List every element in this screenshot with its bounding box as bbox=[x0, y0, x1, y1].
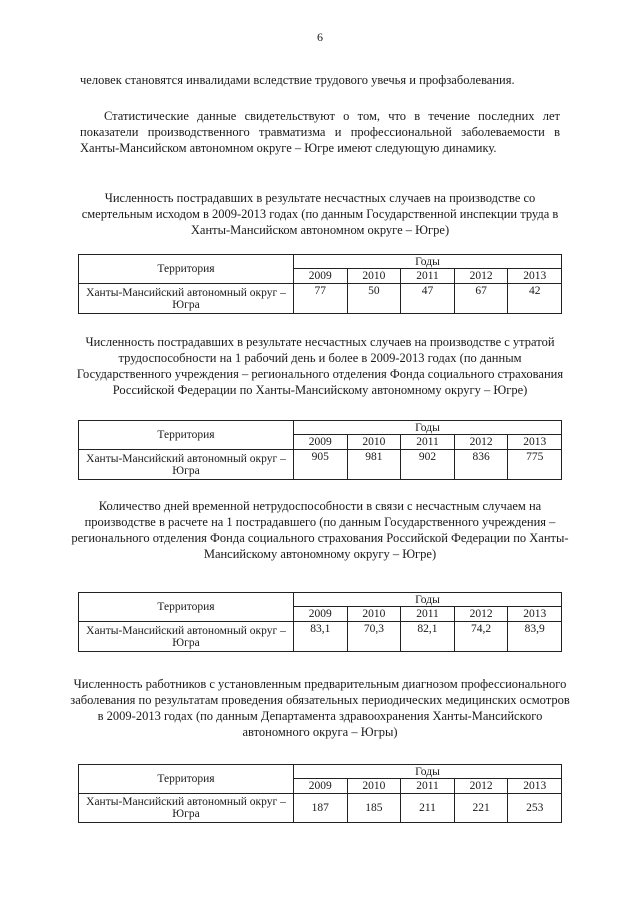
value-cell: 836 bbox=[454, 450, 508, 480]
territory-header: Территория bbox=[79, 765, 294, 794]
year-cell: 2012 bbox=[454, 779, 508, 794]
year-cell: 2009 bbox=[294, 435, 348, 450]
value-cell: 70,3 bbox=[347, 622, 401, 652]
year-cell: 2013 bbox=[508, 269, 562, 284]
years-header: Годы bbox=[294, 593, 562, 607]
year-cell: 2011 bbox=[401, 269, 455, 284]
table-3 bbox=[78, 592, 562, 652]
value-cell: 83,1 bbox=[294, 622, 348, 652]
value-cell: 253 bbox=[508, 794, 562, 823]
year-cell: 2012 bbox=[454, 607, 508, 622]
value-cell: 82,1 bbox=[401, 622, 455, 652]
intro-continuation: человек становятся инвалидами вследствие трудового увечья и профзаболевания. bbox=[80, 73, 515, 87]
value-cell: 77 bbox=[294, 284, 348, 314]
years-header: Годы bbox=[294, 255, 562, 269]
page-number: 6 bbox=[317, 30, 323, 44]
year-cell: 2010 bbox=[347, 435, 401, 450]
value-cell: 221 bbox=[454, 794, 508, 823]
table-4 bbox=[78, 764, 562, 823]
year-cell: 2012 bbox=[454, 269, 508, 284]
region-cell: Ханты-Мансийский автономный округ – Югра bbox=[79, 622, 294, 652]
table-1-title: Численность пострадавших в результате несчастных случаев на производстве со смертельным исходом в 2009-2013 годах (по данным Государственной инспекции труда в Ханты-Мансийском автономном округе – Югре) bbox=[81, 191, 559, 237]
value-cell: 47 bbox=[401, 284, 455, 314]
region-cell: Ханты-Мансийский автономный округ – Югра bbox=[79, 284, 294, 314]
table-3-title: Количество дней временной нетрудоспособности в связи с несчастным случаем на производстве в расчете на 1 пострадавшего (по данным Государственного учреждения – регионального отделения Фонда социального страхования Российской Федерации по Ханты-Мансийскому автономному округу – Югре) bbox=[71, 499, 569, 561]
year-cell: 2013 bbox=[508, 607, 562, 622]
years-header: Годы bbox=[294, 421, 562, 435]
value-cell: 42 bbox=[508, 284, 562, 314]
value-cell: 83,9 bbox=[508, 622, 562, 652]
region-cell: Ханты-Мансийский автономный округ – Югра bbox=[79, 450, 294, 480]
year-cell: 2011 bbox=[401, 607, 455, 622]
year-cell: 2009 bbox=[294, 779, 348, 794]
region-cell: Ханты-Мансийский автономный округ – Югра bbox=[79, 794, 294, 823]
year-cell: 2009 bbox=[294, 269, 348, 284]
year-cell: 2012 bbox=[454, 435, 508, 450]
value-cell: 775 bbox=[508, 450, 562, 480]
year-cell: 2011 bbox=[401, 435, 455, 450]
table-2 bbox=[78, 420, 562, 480]
year-cell: 2011 bbox=[401, 779, 455, 794]
value-cell: 902 bbox=[401, 450, 455, 480]
territory-header: Территория bbox=[79, 255, 294, 284]
table-1 bbox=[78, 254, 562, 314]
territory-header: Территория bbox=[79, 421, 294, 450]
year-cell: 2010 bbox=[347, 607, 401, 622]
value-cell: 74,2 bbox=[454, 622, 508, 652]
table-2-title: Численность пострадавших в результате несчастных случаев на производстве с утратой трудоспособности на 1 рабочий день и более в 2009-2013 годах (по данным Государственного учреждения – регионального отделения Фонда социального страхования Российской Федерации по Ханты-Мансийскому автономному округу – Югре) bbox=[76, 335, 564, 397]
intro-paragraph: Статистические данные свидетельствуют о том, что в течение последних лет показатели производственного травматизма и профессиональной заболеваемости в Ханты-Мансийском автономном округе – Югре имеют следующую динамику. bbox=[80, 109, 560, 155]
value-cell: 67 bbox=[454, 284, 508, 314]
table-4-title: Численность работников с установленным предварительным диагнозом профессионального заболевания по результатам проведения обязательных периодических медицинских осмотров в 2009-2013 годах (по данным Департамента здравоохранения Ханты-Мансийского автономного округа – Югры) bbox=[70, 677, 570, 739]
value-cell: 981 bbox=[347, 450, 401, 480]
year-cell: 2013 bbox=[508, 435, 562, 450]
value-cell: 187 bbox=[294, 794, 348, 823]
value-cell: 905 bbox=[294, 450, 348, 480]
year-cell: 2009 bbox=[294, 607, 348, 622]
value-cell: 50 bbox=[347, 284, 401, 314]
value-cell: 185 bbox=[347, 794, 401, 823]
years-header: Годы bbox=[294, 765, 562, 779]
territory-header: Территория bbox=[79, 593, 294, 622]
year-cell: 2013 bbox=[508, 779, 562, 794]
value-cell: 211 bbox=[401, 794, 455, 823]
year-cell: 2010 bbox=[347, 779, 401, 794]
year-cell: 2010 bbox=[347, 269, 401, 284]
